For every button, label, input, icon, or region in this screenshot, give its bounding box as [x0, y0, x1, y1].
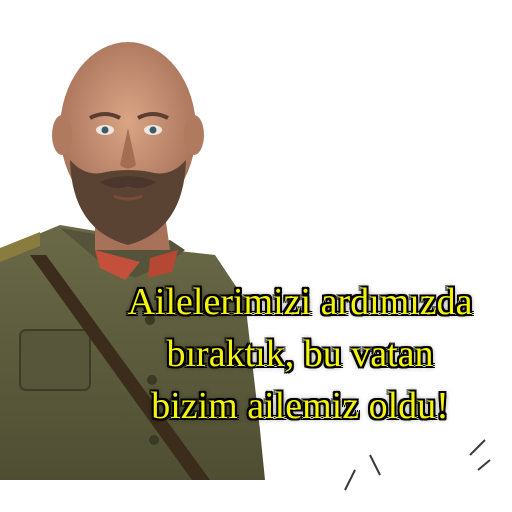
pupil-left — [102, 127, 109, 134]
pupil-right — [150, 127, 157, 134]
caption-line: bizim ailemiz oldu! — [151, 385, 449, 427]
ear-right — [184, 115, 204, 155]
sparkle-mark — [345, 440, 490, 490]
caption-text — [90, 276, 510, 432]
caption-line: bıraktık, bu vatan — [166, 333, 434, 375]
coat-button — [149, 435, 159, 445]
ear-left — [52, 115, 72, 155]
caption-line: Ailelerimizi ardımızda — [127, 281, 473, 323]
chest-pocket — [20, 330, 90, 390]
